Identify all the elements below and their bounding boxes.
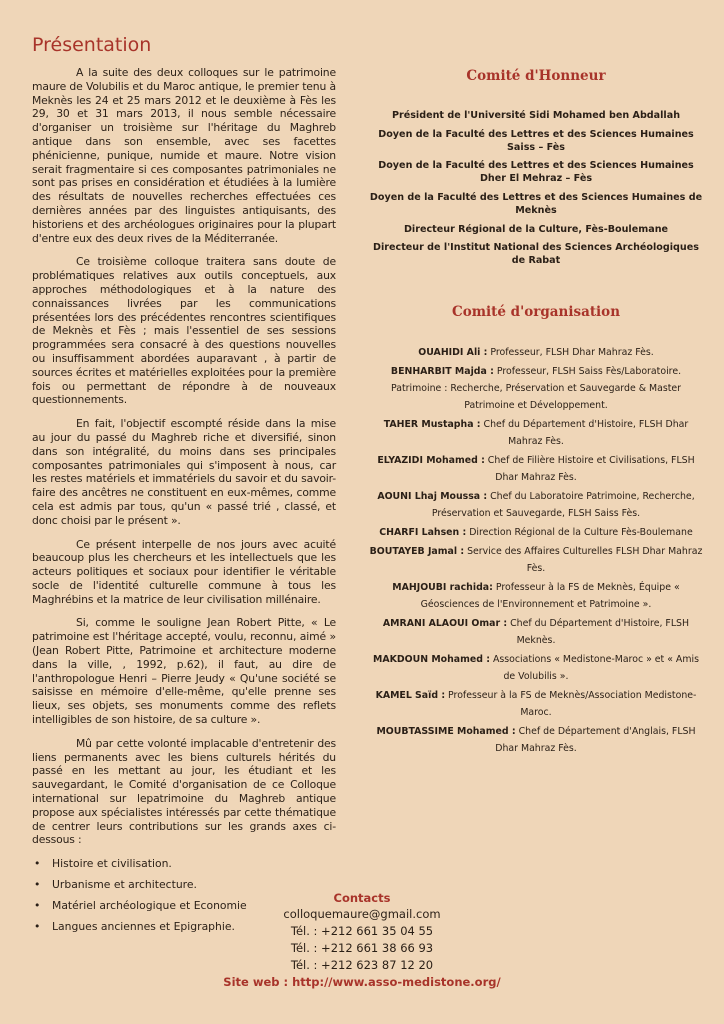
presentation-paragraph: Si, comme le souligne Jean Robert Pitte, « Le patrimoine est l'héritage accepté, voulu, reconnu, aimé » (Jean Robert Pitte, Patrimoine et architecture moderne dans la ville, , 1992, p.62), il faut, au dire de l'anthropologue Henri – Pierre Jeudy « Qu'une société se saisisse en mémoire d'elle-même, qu'elle prenne ses lieux, ses objets, ses monuments comme des reflets intelligibles de son histoire, de sa culture ». [32, 616, 336, 727]
presentation-title: Présentation [32, 34, 152, 56]
organizer-name: MAHJOUBI rachida: [392, 581, 493, 593]
committees-section [368, 68, 704, 759]
organizer-entry [368, 524, 704, 541]
organizer-role: Professeur à la FS de Meknès/Association Medistone-Maroc. [445, 689, 697, 718]
organizer-entry [368, 579, 704, 613]
axis-item: • Langues anciennes et Epigraphie. [32, 920, 336, 934]
honor-member: Directeur de l'Institut National des Sciences Archéologiques de Rabat [373, 242, 699, 267]
organizer-role: Chef du Laboratoire Patrimoine, Recherche, Préservation et Sauvegarde, FLSH Saiss Fès. [431, 490, 695, 519]
organizer-name: AMRANI ALAOUI Omar : [382, 617, 508, 629]
organizer-name: MOUBTASSIME Mohamed : [376, 725, 516, 737]
organizer-role: Professeur, FLSH Saiss Fès/Laboratoire. Patrimoine : Recherche, Préservation et Sauvegarde & Master Patrimoine et Développement. [390, 365, 682, 411]
honor-committee-list [368, 110, 704, 268]
presentation-paragraph: En fait, l'objectif escompté réside dans la mise au jour du passé du Maghreb riche et diversifié, sinon dans son intégralité, du moins dans ses principales composantes patrimoniales qui s'imposent à nous, car les restes matériels et immatériels du savoir et du savoir-faire des ancêtres ne constituent en eux-mêmes, comme cela est admis par tous, qu'un « passé trié , classé, et donc choisi par le présent ». [32, 417, 336, 527]
organizer-entry [368, 363, 704, 414]
presentation-paragraph: Mû par cette volonté implacable d'entretenir des liens permanents avec les biens culturels hérités du passé en les mettant au jour, les étudiant et les sauvegardant, le Comité d'organisation de ce Colloque international sur lepatrimoine du Maghreb antique propose aux spécialistes intéressés par cette thématique de centrer leurs contributions sur les grands axes ci-dessous : [32, 736, 336, 847]
organizer-name: BOUTAYEB Jamal : [369, 545, 465, 557]
organizer-name: TAHER Mustapha : [383, 418, 481, 430]
organizer-name: ELYAZIDI Mohamed : [377, 454, 485, 466]
organizer-role: Chef du Département d'Histoire, FLSH Meknès. [507, 617, 690, 646]
contact-phone: Tél. : +212 623 87 12 20 [290, 958, 434, 972]
contacts-section [0, 890, 724, 991]
contact-email[interactable]: colloquemaure@gmail.com [283, 907, 441, 921]
organizer-name: OUAHIDI Ali : [418, 346, 488, 358]
organizer-entry [368, 651, 704, 685]
organizer-role: Associations « Medistone-Maroc » et « Amis de Volubilis ». [489, 653, 699, 682]
organizer-name: KAMEL Saïd : [375, 689, 446, 701]
organizer-entry [368, 615, 704, 649]
organizer-name: BENHARBIT Majda : [390, 365, 494, 377]
organizing-committee-title: Comité d'organisation [451, 303, 621, 320]
presentation-paragraph: Ce présent interpelle de nos jours avec acuité beaucoup plus les chercheurs et les intellectuels que les acteurs politiques et sociaux pour identifier le véritable socle de l'identité culturelle commune à tous les Maghrébins et la matrice de leur civilisation millénaire. [32, 537, 336, 606]
organizer-role: Direction Régional de la Culture Fès-Boulemane [466, 526, 693, 538]
organizer-role: Service des Affaires Culturelles FLSH Dhar Mahraz Fès. [464, 545, 703, 574]
axis-item: • Urbanisme et architecture. [32, 878, 336, 892]
organizer-role: Professeur à la FS de Meknès, Équipe « Géosciences de l'Environnement et Patrimoine ». [420, 581, 680, 610]
organizer-entry [368, 723, 704, 757]
presentation-paragraph: A la suite des deux colloques sur le patrimoine maure de Volubilis et du Maroc antique, le premier tenu à Meknès les 24 et 25 mars 2012 et le deuxième à Fès les 29, 30 et 31 mars 2013, il nous semble nécessaire d'organiser un troisième sur l'héritage du Maghreb antique dans son ensemble, avec ses facettes phénicienne, punique, numide et maure. Notre vision serait fragmentaire si ces composantes patrimoniales ne sont pas prises en considération et étudiées à la lumière des résultats de nouvelles recherches effectuées ces dernières années par des linguistes antiquisants, des historiens et des archéologues originaires pour la plupart d'entre eux des deux rives de la Méditerranée. [32, 66, 336, 245]
organizer-role: Chef de Département d'Anglais, FLSH Dhar Mahraz Fès. [495, 725, 696, 754]
organizer-name: AOUNI Lhaj Moussa : [377, 490, 488, 502]
contact-phone: Tél. : +212 661 38 66 93 [290, 941, 434, 955]
organizer-name: CHARFI Lahsen : [379, 526, 467, 538]
contacts-title: Contacts [333, 891, 391, 905]
organizer-entry [368, 488, 704, 522]
organizer-entry [368, 452, 704, 486]
honor-member: Doyen de la Faculté des Lettres et des Sciences Humaines de Meknès [369, 191, 703, 216]
presentation-paragraph: Ce troisième colloque traitera sans doute de problématiques relatives aux outils conceptuels, aux approches méthodologiques et à la nature des connaissances livrées par les communications présentées lors des précédentes rencontres scientifiques de Meknès et Fès ; mais l'essentiel de ses sessions programmées sera consacré à des questions nouvelles ou insuffisamment abordées auparavant , à partir de sources écrites et matérielles exploitées pour la première fois ou permettant de répondre à de nouveaux questionnements. [32, 255, 336, 407]
honor-member: Doyen de la Faculté des Lettres et des Sciences Humaines Dher El Mehraz – Fès [378, 160, 694, 185]
organizing-committee-list [368, 344, 704, 757]
honor-member: Directeur Régional de la Culture, Fès-Boulemane [403, 223, 669, 235]
organizer-role: Professeur, FLSH Dhar Mahraz Fès. [487, 346, 654, 358]
organizer-role: Chef du Département d'Histoire, FLSH Dhar Mahraz Fès. [480, 418, 689, 447]
axis-item: • Matériel archéologique et Economie [32, 899, 336, 913]
organizer-entry [368, 416, 704, 450]
organizer-entry [368, 687, 704, 721]
organizer-entry [368, 543, 704, 577]
contact-phone: Tél. : +212 661 35 04 55 [290, 924, 434, 938]
organizer-name: MAKDOUN Mohamed : [373, 653, 490, 665]
contact-website-link[interactable]: Site web : http://www.asso-medistone.org/ [223, 975, 501, 989]
honor-committee-title: Comité d'Honneur [466, 68, 606, 84]
organizer-role: Chef de Filière Histoire et Civilisations, FLSH Dhar Mahraz Fès. [484, 454, 695, 483]
organizer-entry [368, 344, 704, 361]
presentation-section [32, 34, 336, 940]
honor-member: Doyen de la Faculté des Lettres et des Sciences Humaines Saiss – Fès [378, 128, 694, 153]
honor-member: Président de l'Université Sidi Mohamed ben Abdallah [391, 110, 681, 121]
axis-item: • Histoire et civilisation. [32, 857, 336, 871]
